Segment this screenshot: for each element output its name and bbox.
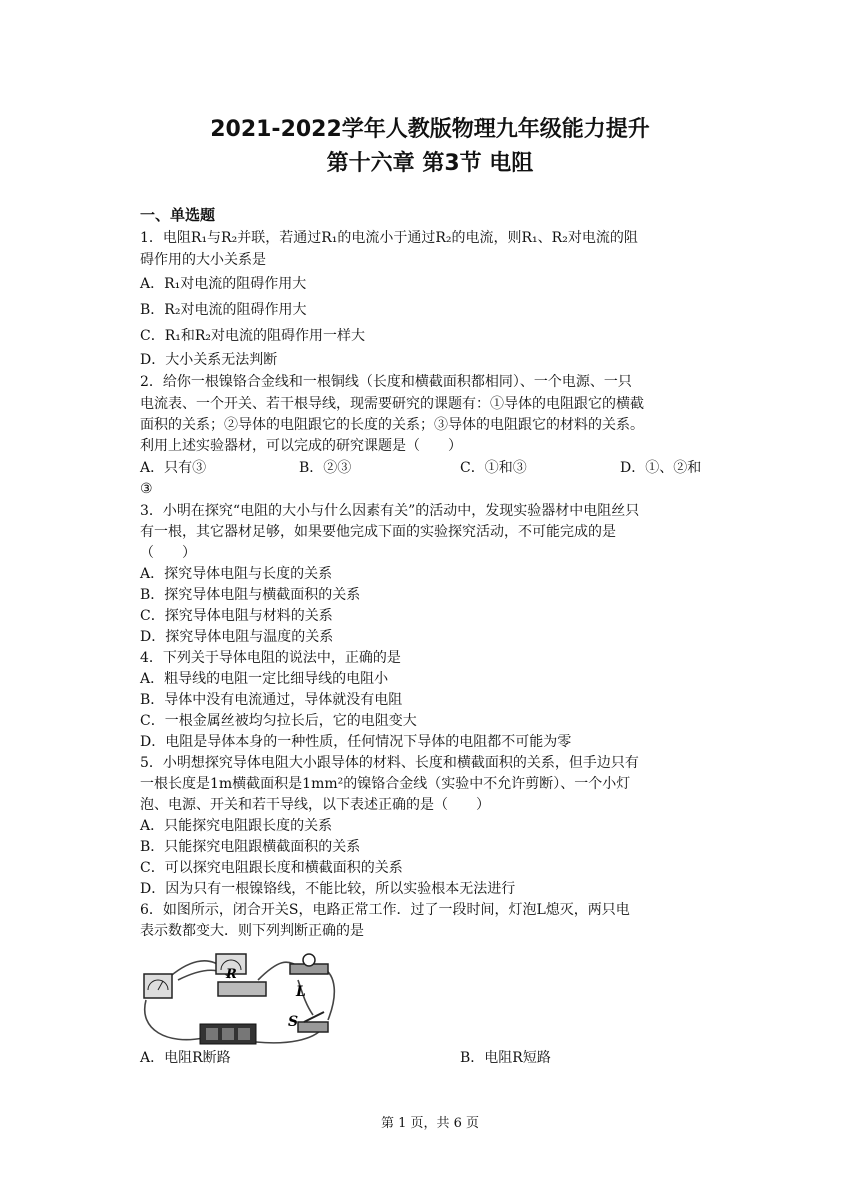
q3-stem-line2: 有一根，其它器材足够，如果要他完成下面的实验探究活动，不可能完成的是 <box>140 524 616 540</box>
q6-option-b: B．电阻R短路 <box>460 1050 551 1066</box>
q3-option-d: D．探究导体电阻与温度的关系 <box>140 629 334 645</box>
q4-option-b: B．导体中没有电流通过，导体就没有电阻 <box>140 692 403 708</box>
q5-option-d: D．因为只有一根镍铬线，不能比较，所以实验根本无法进行 <box>140 881 516 897</box>
figure-label-s: S <box>288 1014 299 1030</box>
q2-stem-line3: 面积的关系；②导体的电阻跟它的长度的关系；③导体的电阻跟它的材料的关系。 <box>140 417 644 433</box>
q4-option-c: C．一根金属丝被均匀拉长后，它的电阻变大 <box>140 713 417 729</box>
q5-option-b: B．只能探究电阻跟横截面积的关系 <box>140 839 361 855</box>
q6-stem-line1: 6．如图所示，闭合开关S，电路正常工作．过了一段时间，灯泡L熄灭，两只电 <box>140 902 630 918</box>
q2-stem-line1: 2．给你一根镍铬合金线和一根铜线（长度和横截面积都相同）、一个电源、一只 <box>140 374 632 390</box>
q3-option-b: B．探究导体电阻与横截面积的关系 <box>140 587 361 603</box>
q4-option-d: D．电阻是导体本身的一种性质，任何情况下导体的电阻都不可能为零 <box>140 734 572 750</box>
q5-option-c: C．可以探究电阻跟长度和横截面积的关系 <box>140 860 403 876</box>
q5-stem-line1: 5．小明想探究导体电阻大小跟导体的材料、长度和横截面积的关系，但手边只有 <box>140 755 639 771</box>
figure-label-l: L <box>296 984 306 1000</box>
q2-stem-line4: 利用上述实验器材，可以完成的研究课题是（ ） <box>140 438 462 454</box>
figure-label-r: R <box>226 967 237 982</box>
q2-option-c: C．①和③ <box>460 460 527 476</box>
q3-option-c: C．探究导体电阻与材料的关系 <box>140 608 333 624</box>
q4-option-a: A．粗导线的电阻一定比细导线的电阻小 <box>140 671 389 687</box>
chapter-title: 第十六章 第3节 电阻 <box>326 151 534 176</box>
switch-icon <box>288 1012 328 1032</box>
q1-stem-line1: 1．电阻R₁与R₂并联，若通过R₁的电流小于通过R₂的电流，则R₁、R₂对电流的阻 <box>140 230 638 246</box>
q2-option-a: A．只有③ <box>140 460 207 476</box>
q6-stem-line2: 表示数都变大．则下列判断正确的是 <box>140 923 364 939</box>
q2-option-b: B．②③ <box>299 460 352 476</box>
q1-stem-line2: 碍作用的大小关系是 <box>140 252 266 268</box>
ammeter-icon <box>144 974 172 998</box>
q2-option-d-cont: ③ <box>140 481 153 497</box>
page-footer: 第 1 页，共 6 页 <box>380 1116 480 1131</box>
q4-stem: 4．下列关于导体电阻的说法中，正确的是 <box>140 650 401 666</box>
q5-stem-line2: 一根长度是1m横截面积是1mm²的镍铬合金线（实验中不允许剪断）、一个小灯 <box>140 776 631 792</box>
q1-option-d: D．大小关系无法判断 <box>140 352 278 368</box>
bulb-icon <box>290 954 328 1000</box>
q2-stem-line2: 电流表、一个开关、若干根导线，现需要研究的课题有：①导体的电阻跟它的横截 <box>140 396 644 412</box>
q2-option-d: D．①、②和 <box>620 460 702 476</box>
circuit-figure <box>138 950 343 1045</box>
q5-stem-line3: 泡、电源、开关和若干导线，以下表述正确的是（ ） <box>140 797 490 813</box>
q3-stem-line3: （ ） <box>140 545 196 561</box>
q1-option-c: C．R₁和R₂对电流的阻碍作用一样大 <box>140 328 366 344</box>
q6-option-a: A．电阻R断路 <box>140 1050 231 1066</box>
q1-option-a: A．R₁对电流的阻碍作用大 <box>140 276 307 292</box>
q5-option-a: A．只能探究电阻跟长度的关系 <box>140 818 333 834</box>
q3-stem-line1: 3．小明在探究“电阻的大小与什么因素有关”的活动中，发现实验器材中电阻丝只 <box>140 503 640 519</box>
q3-option-a: A．探究导体电阻与长度的关系 <box>140 566 333 582</box>
battery-icon <box>200 1024 256 1044</box>
section-heading: 一、单选题 <box>140 206 216 224</box>
q1-option-b: B．R₂对电流的阻碍作用大 <box>140 302 307 318</box>
document-title: 2021-2022学年人教版物理九年级能力提升 <box>210 117 650 142</box>
